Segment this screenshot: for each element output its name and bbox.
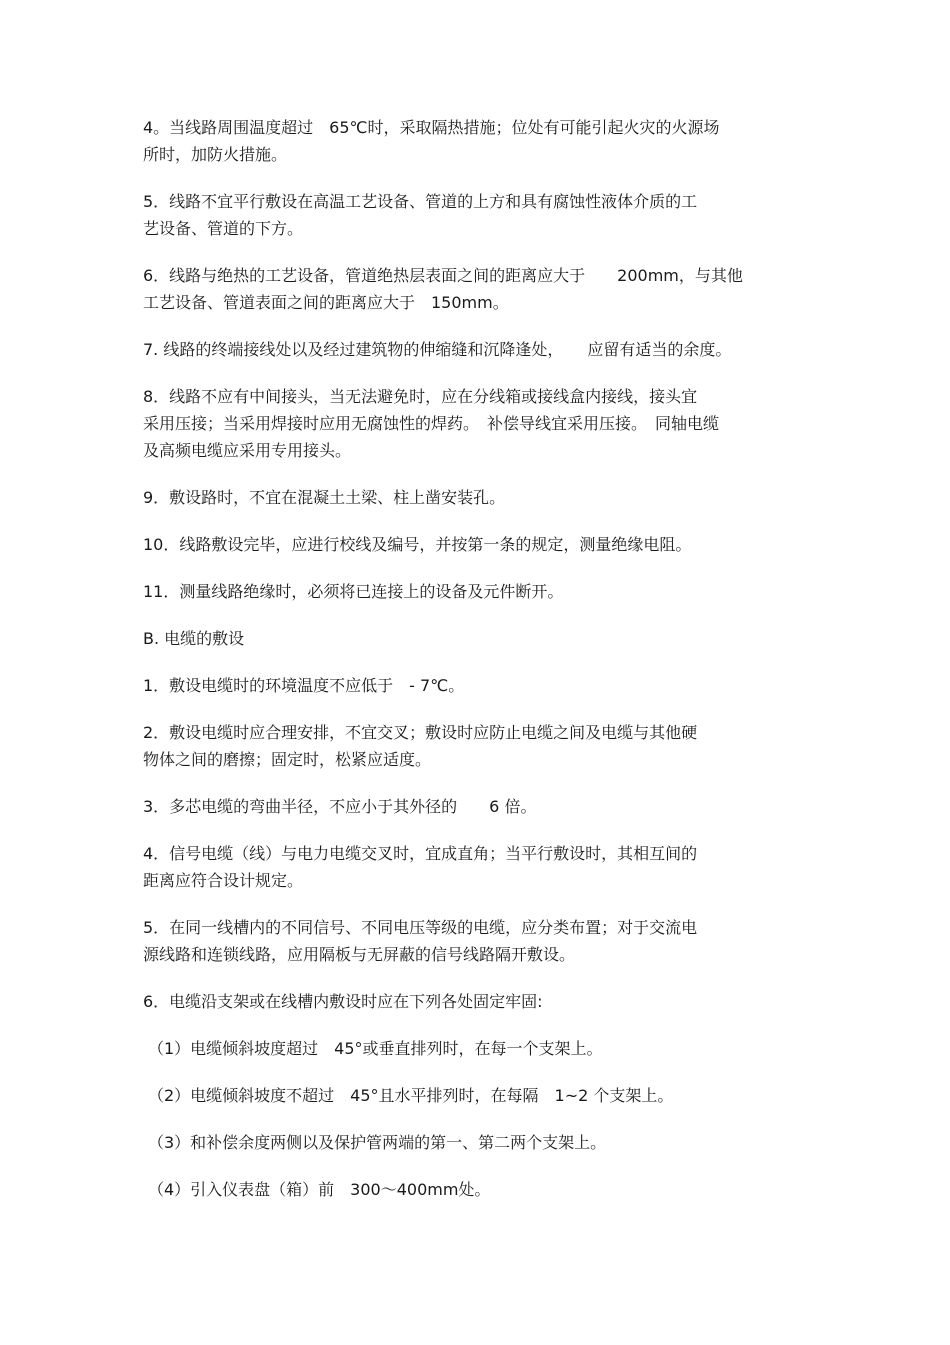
- text-line: 6．线路与绝热的工艺设备，管道绝热层表面之间的距离应大于 200mm，与其他: [143, 266, 743, 285]
- text-line: 5．线路不宜平行敷设在高温工艺设备、管道的上方和具有腐蚀性液体介质的工: [143, 192, 698, 211]
- text-line: （3）和补偿余度两侧以及保护管两端的第一、第二两个支架上。: [148, 1133, 607, 1152]
- text-line: 7. 线路的终端接线处以及经过建筑物的伸缩缝和沉降逢处， 应留有适当的余度。: [143, 340, 732, 359]
- text-line: 4．信号电缆（线）与电力电缆交叉时，宜成直角；当平行敷设时，其相互间的: [143, 844, 698, 863]
- cable-paragraph-5: [143, 914, 823, 968]
- text-line: 5．在同一线槽内的不同信号、不同电压等级的电缆，应分类布置；对于交流电: [143, 918, 698, 937]
- text-line: 8．线路不应有中间接头，当无法避免时，应在分线箱或接线盒内接线，接头宜: [143, 387, 698, 406]
- paragraph-6: [143, 262, 823, 316]
- text-line: 距离应符合设计规定。: [143, 871, 304, 890]
- text-line: 9．敷设路时，不宜在混凝土土梁、柱上凿安装孔。: [143, 488, 506, 507]
- cable-paragraph-4: [143, 840, 823, 894]
- paragraph-7: [143, 336, 823, 363]
- text-line: 物体之间的磨擦；固定时，松紧应适度。: [143, 750, 432, 769]
- text-line: （1）电缆倾斜坡度超过 45°或垂直排列时，在每一个支架上。: [148, 1039, 603, 1058]
- paragraph-8: [143, 383, 823, 464]
- text-line: 10．线路敷设完毕，应进行校线及编号，并按第一条的规定，测量绝缘电阻。: [143, 535, 692, 554]
- sub-item-4: [143, 1176, 823, 1203]
- text-line: 采用压接；当采用焊接时应用无腐蚀性的焊药。 补偿导线宜采用压接。 同轴电缆: [143, 414, 720, 433]
- section-heading-b: [143, 625, 823, 652]
- paragraph-9: [143, 484, 823, 511]
- sub-item-1: [143, 1035, 823, 1062]
- text-line: B. 电缆的敷设: [143, 629, 245, 648]
- text-line: 工艺设备、管道表面之间的距离应大于 150mm。: [143, 293, 509, 312]
- text-line: 4。当线路周围温度超过 65℃时，采取隔热措施；位处有可能引起火灾的火源场: [143, 118, 720, 137]
- text-line: 及高频电缆应采用专用接头。: [143, 441, 352, 460]
- paragraph-4: [143, 114, 823, 168]
- text-line: 2．敷设电缆时应合理安排，不宜交叉；敷设时应防止电缆之间及电缆与其他硬: [143, 723, 698, 742]
- text-line: 源线路和连锁线路，应用隔板与无屏蔽的信号线路隔开敷设。: [143, 945, 576, 964]
- cable-paragraph-3: [143, 793, 823, 820]
- text-line: 所时，加防火措施。: [143, 145, 288, 164]
- paragraph-5: [143, 188, 823, 242]
- sub-item-2: [143, 1082, 823, 1109]
- text-line: 艺设备、管道的下方。: [143, 219, 304, 238]
- text-line: 1．敷设电缆时的环境温度不应低于 - 7℃。: [143, 676, 465, 695]
- text-line: （2）电缆倾斜坡度不超过 45°且水平排列时，在每隔 1~2 个支架上。: [148, 1086, 674, 1105]
- text-line: 3．多芯电缆的弯曲半径，不应小于其外径的 6 倍。: [143, 797, 537, 816]
- text-line: 6．电缆沿支架或在线槽内敷设时应在下列各处固定牢固:: [143, 992, 543, 1011]
- cable-paragraph-6: [143, 988, 823, 1015]
- document-body: [143, 114, 823, 1223]
- text-line: （4）引入仪表盘（箱）前 300～400mm处。: [148, 1180, 491, 1199]
- sub-item-3: [143, 1129, 823, 1156]
- cable-paragraph-1: [143, 672, 823, 699]
- paragraph-11: [143, 578, 823, 605]
- text-line: 11．测量线路绝缘时，必须将已连接上的设备及元件断开。: [143, 582, 564, 601]
- paragraph-10: [143, 531, 823, 558]
- cable-paragraph-2: [143, 719, 823, 773]
